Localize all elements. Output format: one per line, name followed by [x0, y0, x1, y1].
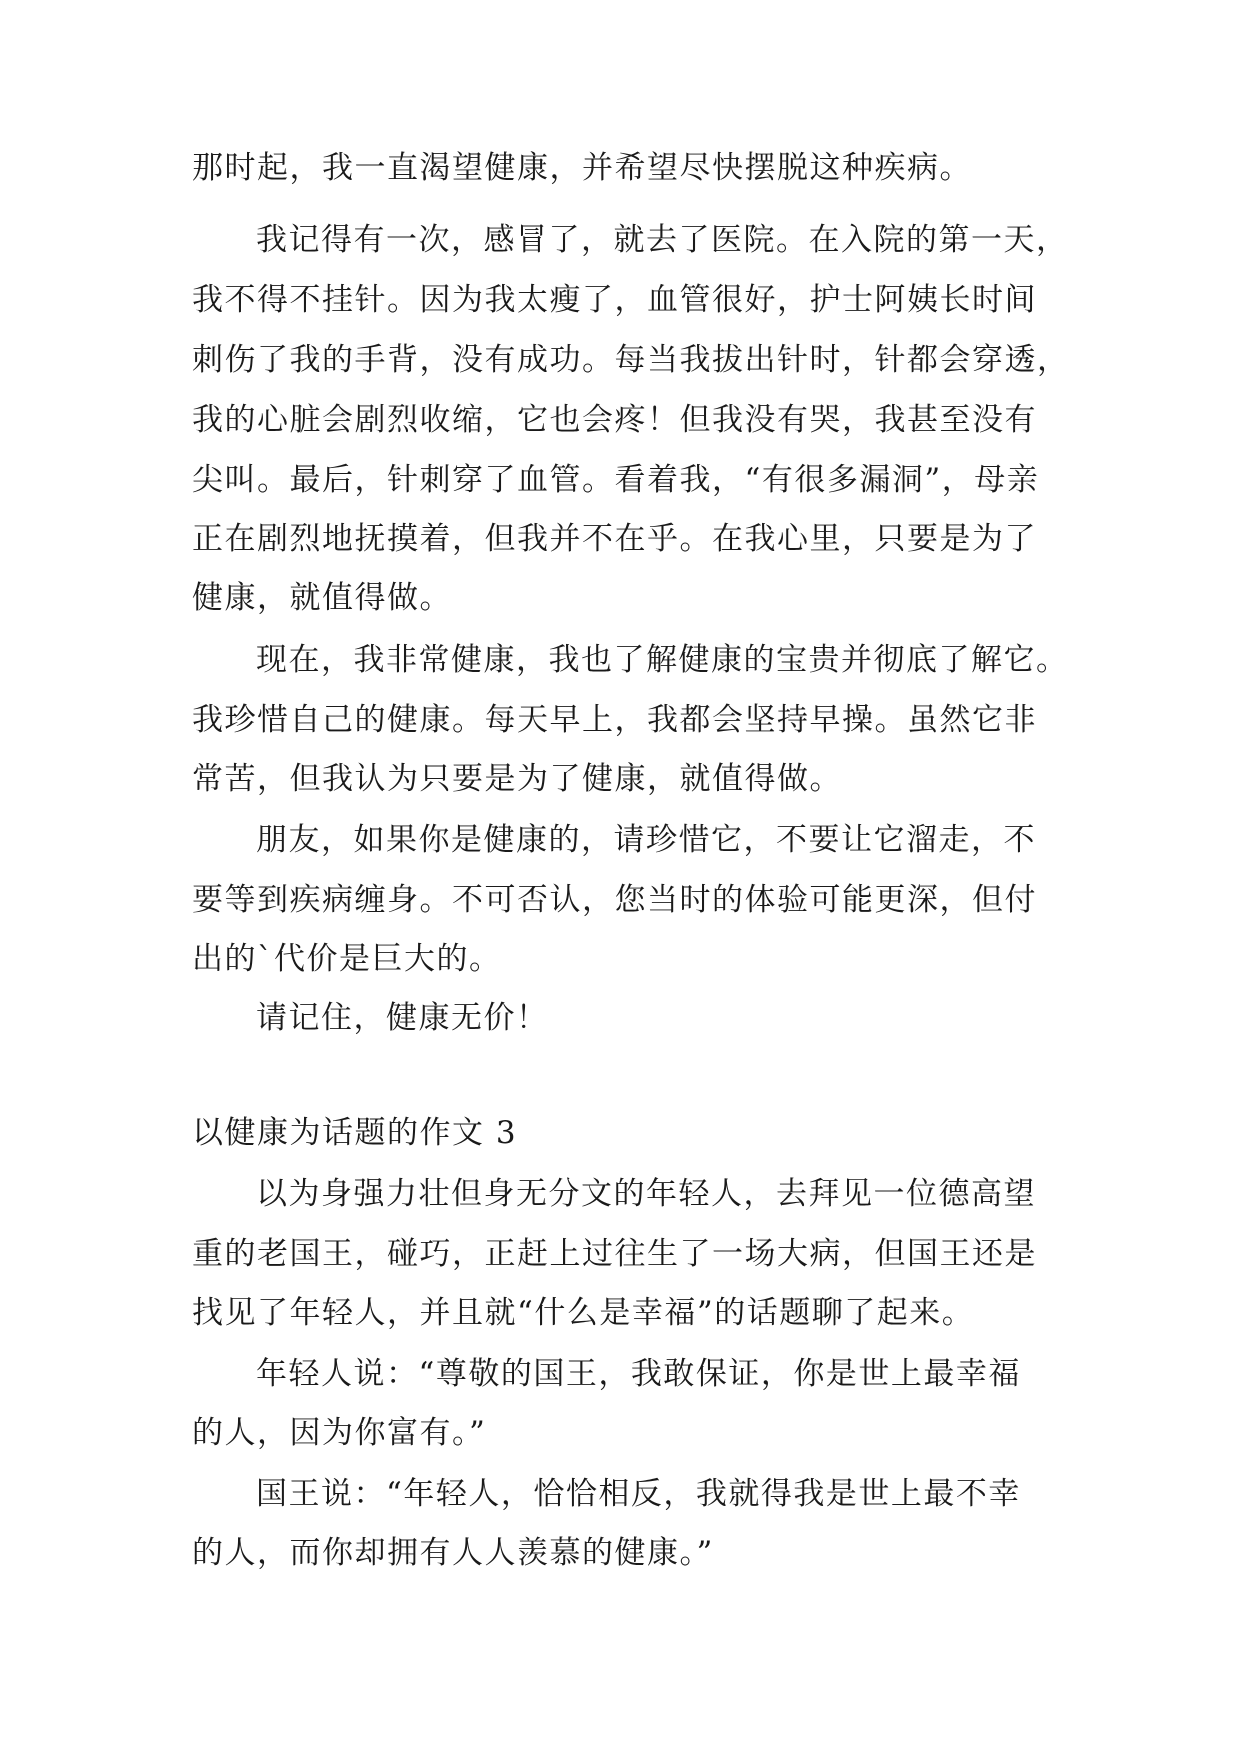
paragraph-line: 的人，而你却拥有人人羡慕的健康。”: [192, 1535, 714, 1571]
paragraph-line: 以为身强力壮但身无分文的年轻人，去拜见一位德高望: [256, 1176, 1036, 1212]
paragraph-line: 重的老国王，碰巧，正赶上过往生了一场大病，但国王还是: [192, 1236, 1037, 1272]
paragraph-line: 的人，因为你富有。”: [192, 1415, 487, 1451]
paragraph-line: 我的心脏会剧烈收缩，它也会疼！但我没有哭，我甚至没有: [192, 402, 1037, 438]
section-title: 以健康为话题的作文 3: [192, 1115, 518, 1151]
paragraph-line: 我珍惜自己的健康。每天早上，我都会坚持早操。虽然它非: [192, 702, 1037, 738]
paragraph-line: 我记得有一次，感冒了，就去了医院。在入院的第一天，: [256, 222, 1069, 258]
paragraph-line: 年轻人说：“尊敬的国王，我敢保证，你是世上最幸福: [256, 1356, 1021, 1392]
paragraph-line: 正在剧烈地抚摸着，但我并不在乎。在我心里，只要是为了: [192, 521, 1037, 557]
paragraph-line: 我不得不挂针。因为我太瘦了，血管很好，护士阿姨长时间: [192, 282, 1037, 318]
paragraph-line: 尖叫。最后，针刺穿了血管。看着我，“有很多漏洞”，母亲: [192, 462, 1040, 498]
paragraph-line: 健康，就值得做。: [192, 580, 452, 616]
paragraph-line: 请记住，健康无价！: [256, 1000, 549, 1036]
paragraph-line: 现在，我非常健康，我也了解健康的宝贵并彻底了解它。: [256, 642, 1069, 678]
paragraph-line: 出的`代价是巨大的。: [192, 941, 502, 977]
paragraph-line: 找见了年轻人，并且就“什么是幸福”的话题聊了起来。: [192, 1295, 975, 1331]
paragraph-line: 刺伤了我的手背，没有成功。每当我拔出针时，针都会穿透，: [192, 342, 1070, 378]
paragraph-line: 那时起，我一直渴望健康，并希望尽快摆脱这种疾病。: [192, 150, 972, 186]
paragraph-line: 要等到疾病缠身。不可否认，您当时的体验可能更深，但付: [192, 882, 1037, 918]
paragraph-line: 常苦，但我认为只要是为了健康，就值得做。: [192, 761, 842, 797]
paragraph-line: 国王说：“年轻人，恰恰相反，我就得我是世上最不幸: [256, 1476, 1021, 1512]
paragraph-line: 朋友，如果你是健康的，请珍惜它，不要让它溜走，不: [256, 822, 1036, 858]
